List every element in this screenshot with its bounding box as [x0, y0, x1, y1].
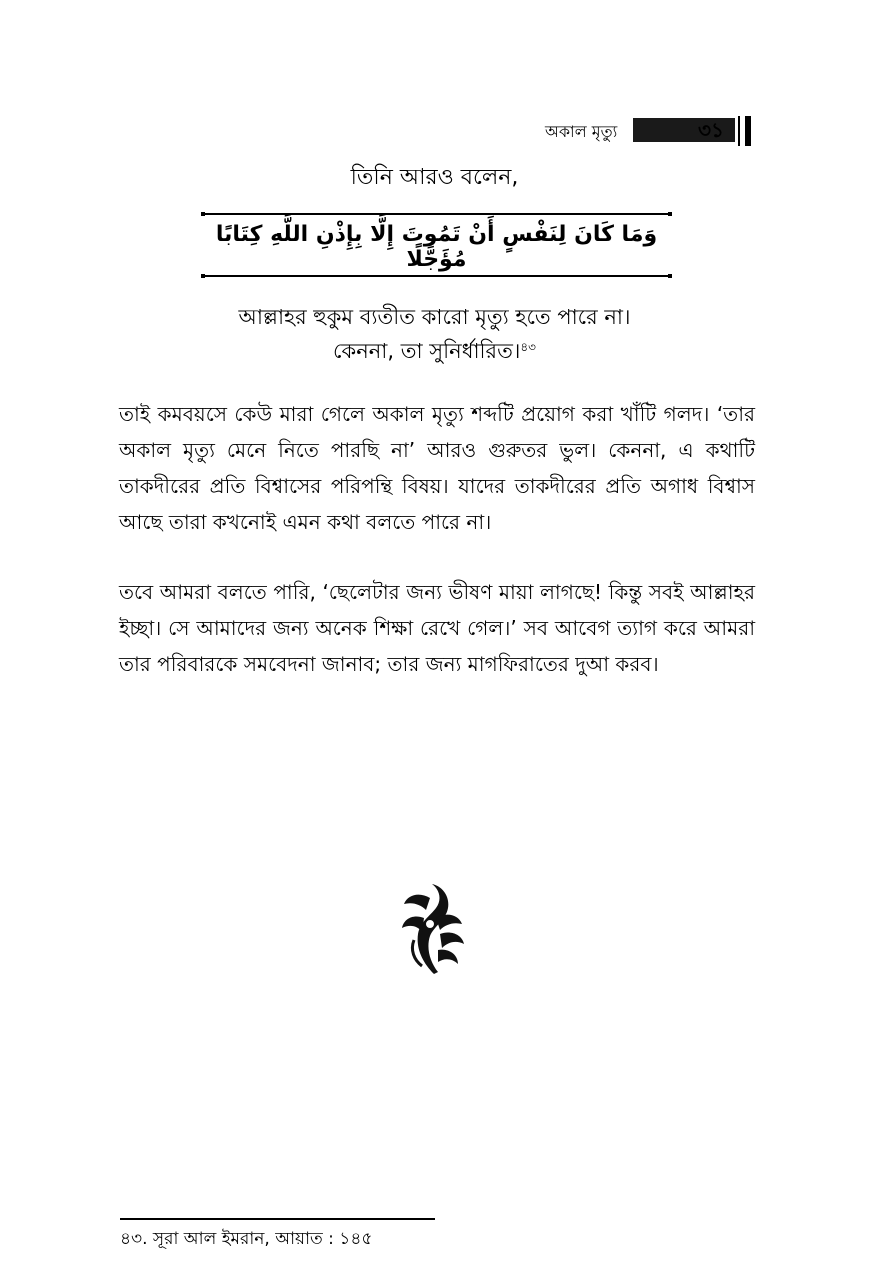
verse-rule-bottom: [205, 275, 668, 277]
intro-text: তিনি আরও বলেন,: [350, 165, 519, 190]
translation-line-1: আল্লাহর হুকুম ব্যতীত কারো মৃত্যু হতে পারে না।: [238, 305, 631, 329]
verse-rule-top: [205, 213, 668, 215]
footnote-rule: [120, 1218, 435, 1220]
header-rule-thick: [745, 116, 751, 146]
footnote: ৪৩. সূরা আল ইমরান, আয়াত : ১৪৫: [120, 1229, 373, 1249]
paragraph-1: তাই কমবয়সে কেউ মারা গেলে অকাল মৃত্যু শব্দটি প্রয়োগ করা খাঁটি গলদ। ‘তার অকাল মৃত্যু মেনে নিতে পারছি না’ আরও গুরুতর ভুল। কেননা, এ কথাটি তাকদীরের প্রতি বিশ্বাসের পরিপন্থি বিষয়। যাদের তাকদীরের প্রতি অগাধ বিশ্বাস আছে তারা কখনোই এমন কথা বলতে পারে না।: [119, 402, 755, 534]
arabic-verse: وَمَا كَانَ لِنَفْسٍ أَنْ تَمُوتَ إِلَّا بِإِذْنِ اللَّهِ كِتَابًا مُؤَجَّلًا: [215, 222, 658, 272]
verse-translation: [0, 300, 869, 368]
footnote-reference: ৪৩: [520, 340, 536, 354]
translation-line-2: কেননা, তা সুনির্ধারিত।: [333, 339, 521, 363]
page-number: ৩১: [698, 118, 724, 142]
header-title: অকাল মৃত্যু: [545, 122, 618, 141]
paragraph-2: তবে আমরা বলতে পারি, ‘ছেলেটার জন্য ভীষণ মায়া লাগছে! কিন্তু সবই আল্লাহর ইচ্ছা। সে আমাদের জন্য অনেক শিক্ষা রেখে গেল।’ সব আবেগ ত্যাগ করে আমরা তার পরিবারকে সমবেদনা জানাব; তার জন্য মাগফিরাতের দুআ করব।: [119, 580, 755, 676]
header-rule-thin: [738, 116, 740, 146]
floral-ornament-icon: [400, 878, 466, 976]
